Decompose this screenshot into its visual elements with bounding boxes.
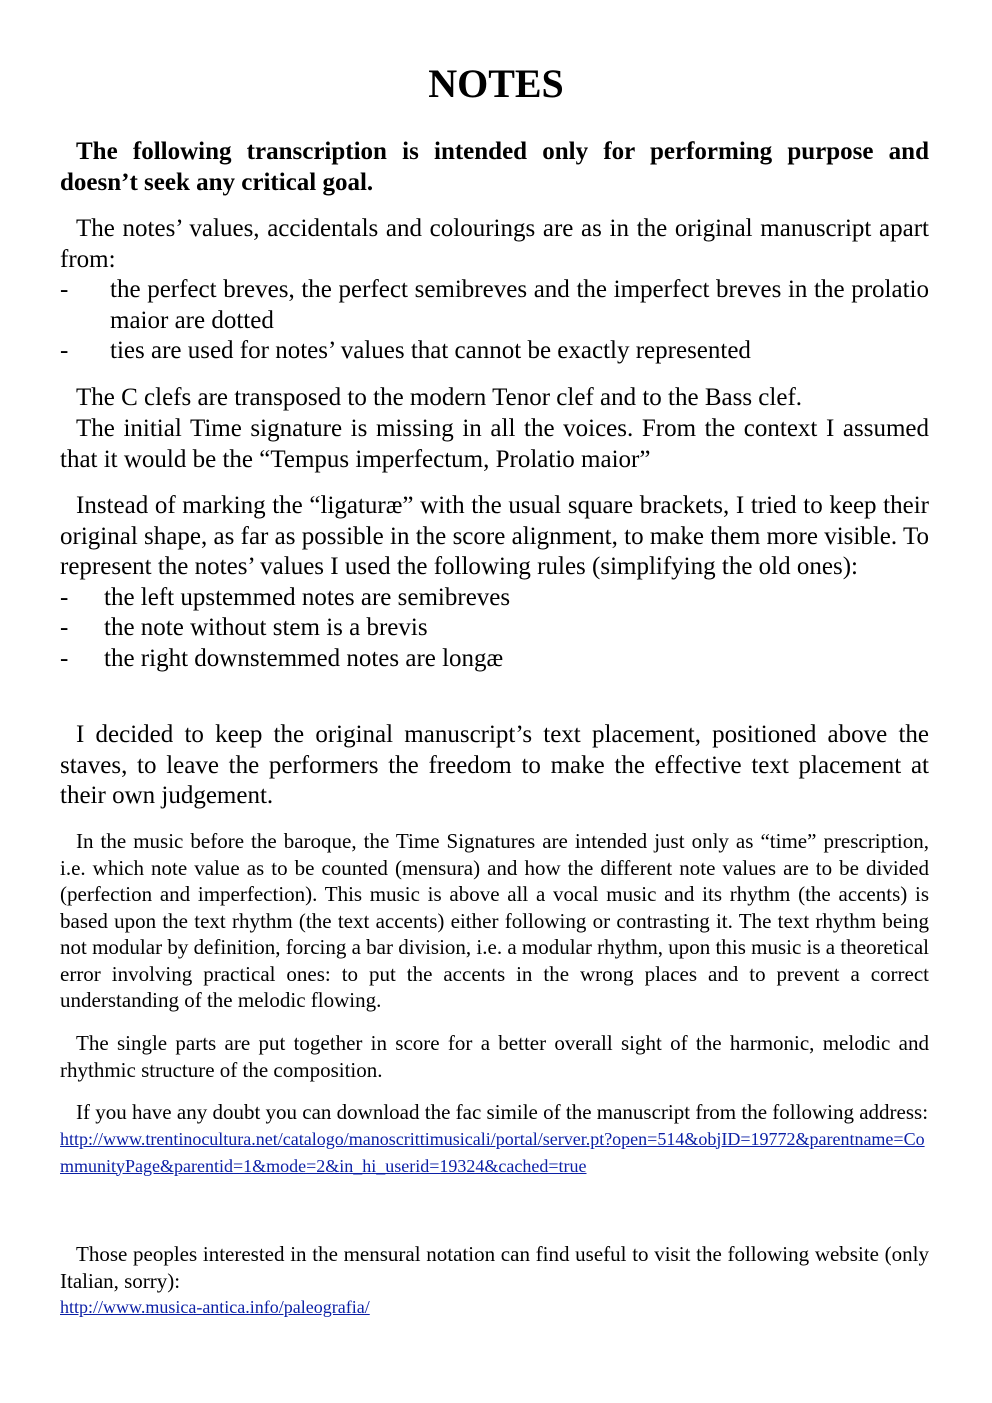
mensural-paragraph: Those peoples interested in the mensural notation can find useful to visit the following website (only Italian, sorry): bbox=[60, 1242, 929, 1293]
list-dash: - bbox=[60, 337, 69, 364]
time-signature-paragraph: The initial Time signature is missing in all the voices. From the context I assumed that it would be the “Tempus imperfectum, Prolatio maior” bbox=[60, 415, 929, 473]
ligature-section bbox=[60, 491, 929, 674]
mensural-section bbox=[60, 1241, 929, 1321]
intro-paragraph: The following transcription is intended only for performing purpose and doesn’t seek any critical goal. bbox=[60, 138, 929, 196]
paleografia-link[interactable]: http://www.musica-antica.info/paleografia/ bbox=[60, 1297, 370, 1317]
manuscript-link[interactable]: http://www.trentinocultura.net/catalogo/manoscrittimusicali/portal/server.pt?open=514&objID=19772&parentname=CommunityPage&parentid=1&mode=2&in_hi_userid=19324&cached=true bbox=[60, 1128, 925, 1176]
doubt-paragraph: If you have any doubt you can download the fac simile of the manuscript from the following address: bbox=[76, 1100, 929, 1124]
list-item-text: the note without stem is a brevis bbox=[104, 614, 428, 641]
list-dash: - bbox=[60, 276, 69, 303]
page-title: NOTES bbox=[428, 61, 564, 106]
list-item-text: the right downstemmed notes are longæ bbox=[104, 644, 504, 672]
ligature-paragraph: Instead of marking the “ligaturæ” with the usual square brackets, I tried to keep their original shape, as far as possible in the score alignment, to make them more visible. To represent the notes’ values I used the following rules (simplifying the old ones): bbox=[60, 492, 929, 580]
list-dash: - bbox=[60, 644, 69, 672]
text-placement-paragraph: I decided to keep the original manuscript’s text placement, positioned above the staves, to leave the performers the freedom to make the effective text placement at their own judgement. bbox=[60, 721, 929, 809]
clefs-paragraph: The C clefs are transposed to the modern Tenor clef and to the Bass clef. bbox=[76, 384, 803, 411]
values-paragraph: The notes’ values, accidentals and colourings are as in the original manuscript apart from: bbox=[60, 215, 929, 273]
list-dash: - bbox=[60, 583, 69, 611]
list-dash: - bbox=[60, 614, 69, 641]
baroque-paragraph: In the music before the baroque, the Time Signatures are intended just only as “time” prescription, i.e. which note value as to be counted (mensura) and how the different note values are to be divided (perfection and imperfection). This music is above all a vocal music and its rhythm (the accents) is based upon the text rhythm (the text accents) either following or contrasting it. The text rhythm being not modular by definition, forcing a bar division, i.e. a modular rhythm, upon this music is a theoretical error involving practical ones: to put the accents in the wrong places and to prevent a correct understanding of the melodic flowing. bbox=[60, 829, 929, 1012]
list-item bbox=[60, 583, 929, 614]
doubt-section bbox=[60, 1099, 929, 1180]
list-item-text: the left upstemmed notes are semibreves bbox=[104, 583, 511, 611]
score-paragraph: The single parts are put together in score for a better overall sight of the harmonic, melodic and rhythmic structure of the composition. bbox=[60, 1031, 929, 1082]
values-section bbox=[60, 214, 929, 367]
list-item bbox=[60, 336, 929, 367]
list-item bbox=[60, 644, 929, 675]
list-item-text: the perfect breves, the perfect semibreves and the imperfect breves in the prolatio maior are dotted bbox=[110, 276, 929, 334]
list-item bbox=[60, 613, 929, 644]
list-item-text: ties are used for notes’ values that cannot be exactly represented bbox=[110, 337, 751, 364]
list-item bbox=[60, 275, 929, 336]
